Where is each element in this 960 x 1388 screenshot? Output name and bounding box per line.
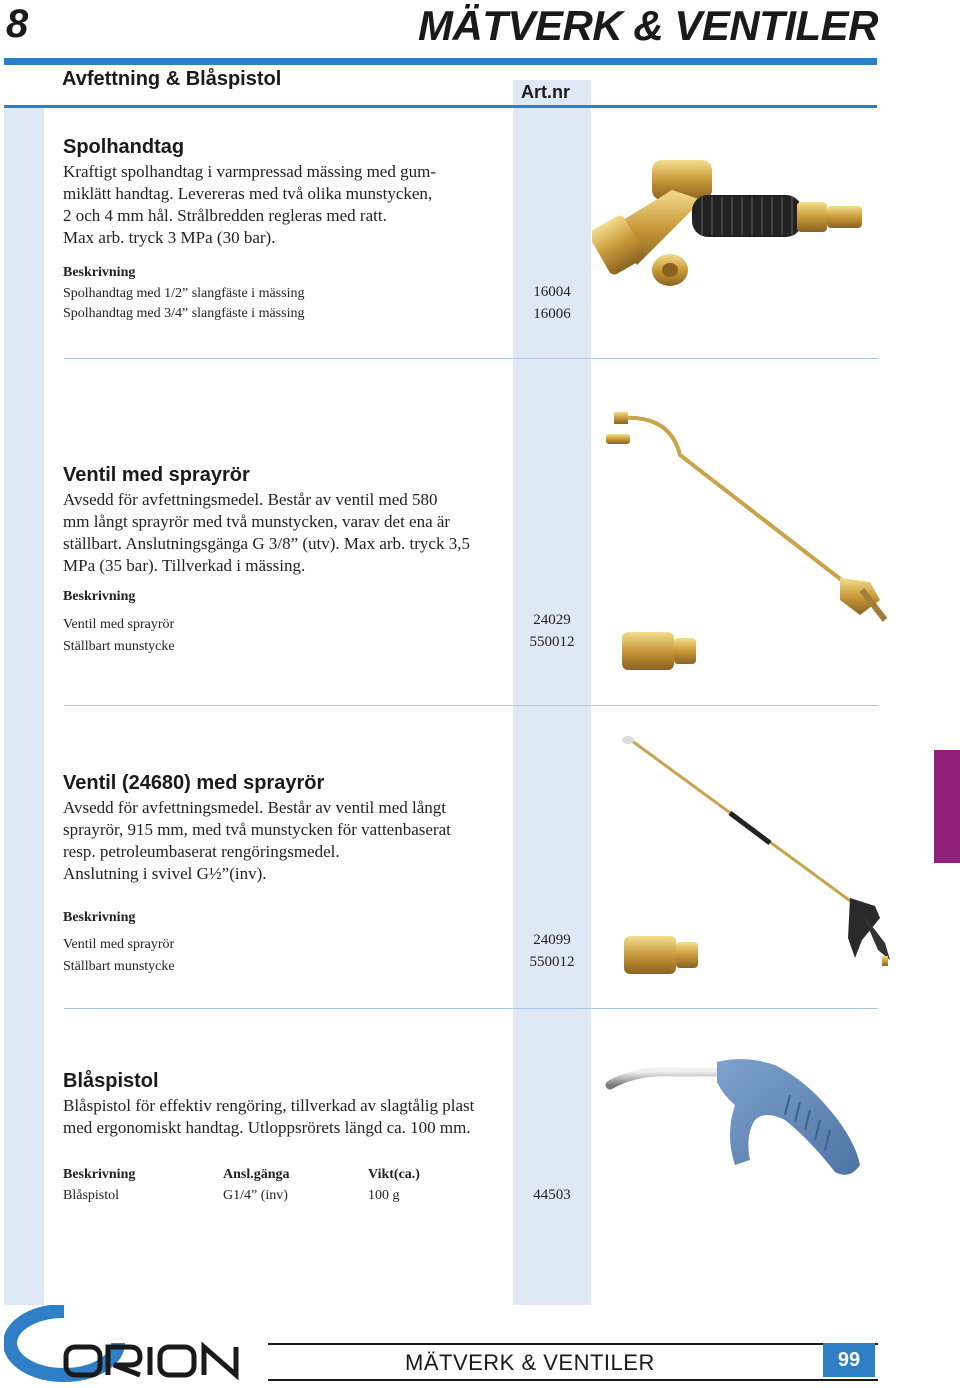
item-description: Ställbart munstycke [63, 959, 175, 974]
description-line: 2 och 4 mm hål. Strålbredden regleras med ratt. [63, 206, 387, 225]
item-artnr: 550012 [529, 634, 575, 650]
item-artnr: 24099 [533, 932, 571, 948]
item-description: Ventil med sprayrör [63, 937, 175, 952]
column-label-description: Beskrivning [63, 1167, 136, 1182]
description-line: Avsedd för avfettningsmedel. Består av ventil med långt [63, 798, 447, 817]
artnr-column [513, 80, 591, 1305]
description-line: Blåspistol för effektiv rengöring, tillverkad av slagtålig plast [63, 1096, 475, 1115]
item-description: Ventil med sprayrör [63, 617, 175, 632]
page-number: 8 [6, 2, 29, 46]
section-title: Avfettning & Blåspistol [62, 68, 282, 90]
product-title: Blåspistol [63, 1070, 159, 1092]
description-line: resp. petroleumbaserat rengöringsmedel. [63, 842, 340, 861]
description-line: mm långt sprayrör med två munstycken, varav det ena är [63, 512, 451, 531]
spolhandtag-image [592, 150, 892, 300]
description-line: ställbart. Anslutningsgänga G 3/8” (utv). Max arb. tryck 3,5 [63, 534, 470, 553]
column-label-description: Beskrivning [63, 910, 136, 925]
description-line: Avsedd för avfettningsmedel. Består av ventil med 580 [63, 490, 438, 509]
item-artnr: 16004 [533, 284, 571, 300]
orion-logo-mark [4, 1305, 266, 1383]
product-title: Spolhandtag [63, 136, 185, 158]
product-title: Ventil (24680) med sprayrör [63, 772, 325, 794]
footer-title: MÄTVERK & VENTILER [405, 1350, 655, 1375]
item-description: Ställbart munstycke [63, 639, 175, 654]
column-label-weight: Vikt(ca.) [368, 1167, 420, 1182]
description-line: Kraftigt spolhandtag i varmpressad mässing med gum- [63, 162, 436, 181]
description-line: MPa (35 bar). Tillverkad i mässing. [63, 556, 306, 575]
blow-gun-image [605, 1040, 870, 1190]
column-label-description: Beskrivning [63, 589, 136, 604]
header-rule [4, 58, 877, 65]
separator [64, 358, 878, 359]
spray-valve-image [600, 400, 900, 680]
separator [64, 1008, 878, 1009]
footer-page-number: 99 [823, 1343, 875, 1377]
side-tab [934, 750, 960, 863]
item-weight: 100 g [368, 1188, 400, 1203]
item-description: Blåspistol [63, 1188, 120, 1203]
product-description [63, 797, 451, 885]
product-description [63, 489, 470, 577]
section-rule [4, 105, 877, 108]
column-label-thread: Ansl.gänga [223, 1167, 290, 1182]
item-artnr: 16006 [533, 306, 571, 322]
orion-logo [4, 1305, 266, 1388]
description-line: sprayrör, 915 mm, med två munstycken för vattenbaserat [63, 820, 451, 839]
spray-valve-long-image [600, 728, 900, 988]
description-line: Max arb. tryck 3 MPa (30 bar). [63, 228, 276, 247]
page-title: MÄTVERK & VENTILER [417, 2, 878, 49]
product-title: Ventil med sprayrör [63, 464, 250, 486]
description-line: miklätt handtag. Levereras med två olika munstycken, [63, 184, 433, 203]
left-tint-strip [4, 108, 44, 1305]
item-artnr: 550012 [529, 954, 575, 970]
item-artnr: 44503 [533, 1187, 571, 1203]
separator [64, 705, 878, 706]
item-thread: G1/4” (inv) [223, 1188, 288, 1203]
item-description: Spolhandtag med 3/4” slangfäste i mässing [63, 306, 305, 321]
product-description [63, 1095, 474, 1139]
item-artnr: 24029 [533, 612, 571, 628]
column-label-description: Beskrivning [63, 265, 136, 280]
description-line: Anslutning i svivel G½”(inv). [63, 864, 267, 883]
product-description [63, 161, 436, 249]
item-description: Spolhandtag med 1/2” slangfäste i mässing [63, 286, 305, 301]
description-line: med ergonomiskt handtag. Utloppsrörets längd ca. 100 mm. [63, 1118, 471, 1137]
artnr-header: Art.nr [521, 82, 570, 102]
